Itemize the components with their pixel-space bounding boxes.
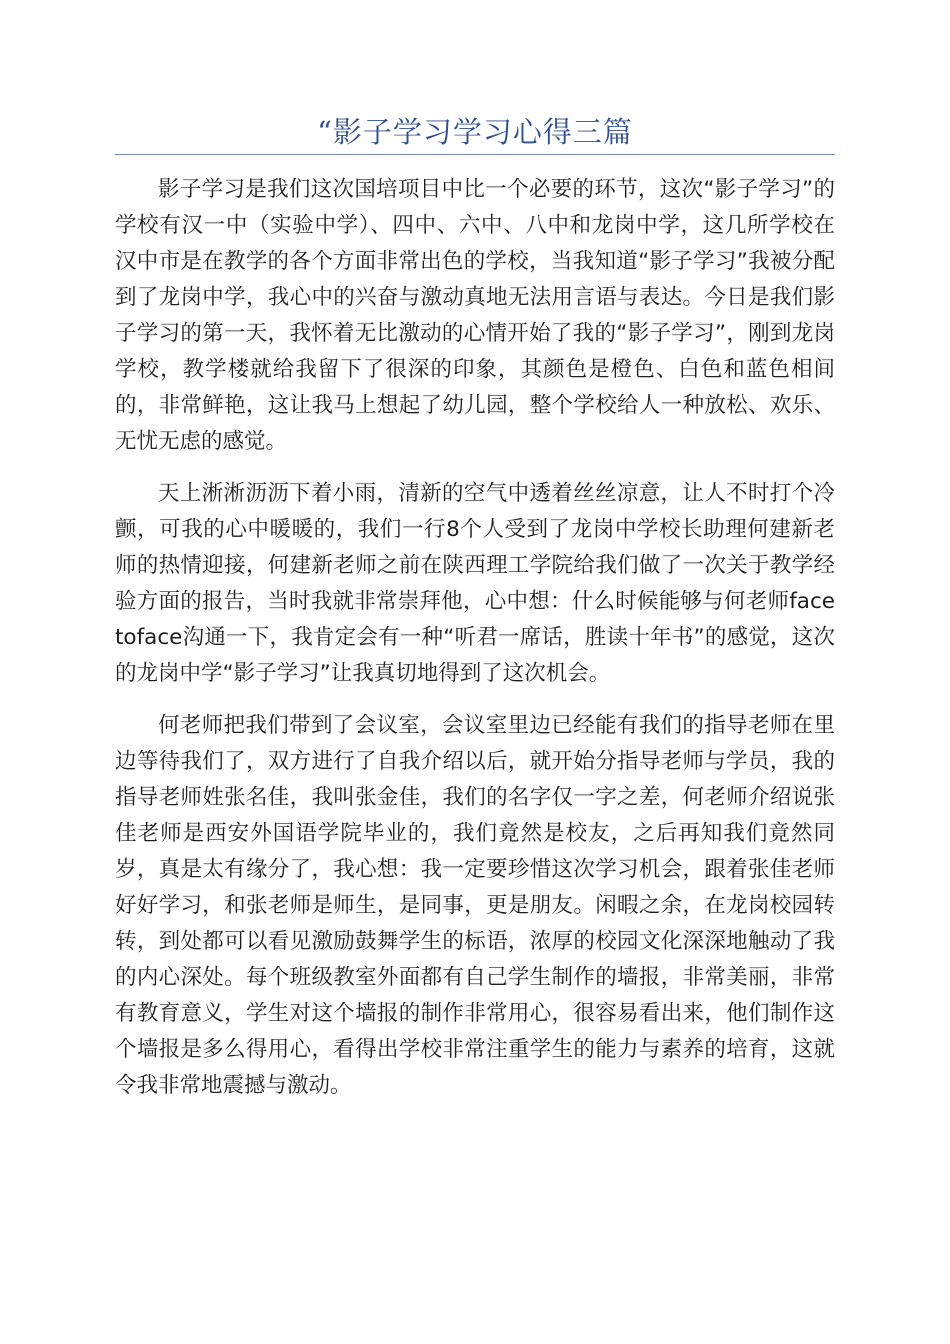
title-underline-divider [115, 154, 835, 155]
paragraph-2: 天上淅淅沥沥下着小雨，清新的空气中透着丝丝凉意，让人不时打个冷颤，可我的心中暖暖的，我们一行8个人受到了龙岗中学校长助理何建新老师的热情迎接，何建新老师之前在陕西理工学院给我们做了一次关于教学经验方面的报告，当时我就非常崇拜他，心中想：什么时候能够与何老师facetoface沟通一下，我肯定会有一种“听君一席话，胜读十年书”的感觉，这次的龙岗中学“影子学习”让我真切地得到了这次机会。 [115, 481, 835, 686]
paragraph-3: 何老师把我们带到了会议室，会议室里边已经能有我们的指导老师在里边等待我们了，双方进行了自我介绍以后，就开始分指导老师与学员，我的指导老师姓张名佳，我叫张金佳，我们的名字仅一字之差，何老师介绍说张佳老师是西安外国语学院毕业的，我们竟然是校友，之后再知我们竟然同岁，真是太有缘分了，我心想：我一定要珍惜这次学习机会，跟着张佳老师好好学习，和张老师是师生，是同事，更是朋友。闲暇之余，在龙岗校园转转，到处都可以看见激励鼓舞学生的标语，浓厚的校园文化深深地触动了我的内心深处。每个班级教室外面都有自己学生制作的墙报，非常美丽，非常有教育意义，学生对这个墙报的制作非常用心，很容易看出来，他们制作这个墙报是多么得用心，看得出学校非常注重学生的能力与素养的培育，这就令我非常地震撼与激动。 [115, 713, 835, 1098]
paragraph-1: 影子学习是我们这次国培项目中比一个必要的环节，这次“影子学习”的学校有汉一中（实验中学）、四中、六中、八中和龙岗中学，这几所学校在汉中市是在教学的各个方面非常出色的学校，当我知道“影子学习”我被分配到了龙岗中学，我心中的兴奋与激动真地无法用言语与表达。今日是我们影子学习的第一天，我怀着无比激动的心情开始了我的“影子学习”，刚到龙岗学校，教学楼就给我留下了很深的印象，其颜色是橙色、白色和蓝色相间的，非常鲜艳，这让我马上想起了幼儿园，整个学校给人一种放松、欢乐、无忧无虑的感觉。 [115, 177, 835, 454]
document-body [115, 172, 835, 1120]
document-title: “影子学习学习心得三篇 [317, 115, 633, 149]
